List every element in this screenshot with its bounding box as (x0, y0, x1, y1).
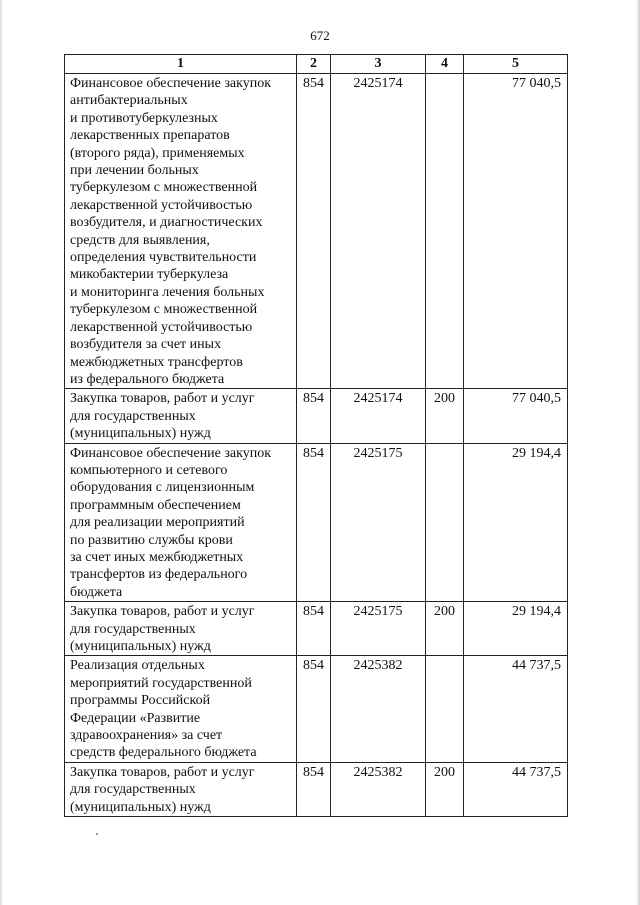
table-row (65, 74, 568, 389)
cell-ministry-code: 854 (297, 74, 331, 389)
cell-amount: 44 737,5 (464, 656, 568, 762)
cell-target-code: 2425174 (331, 389, 426, 443)
cell-target-code: 2425382 (331, 762, 426, 816)
cell-amount: 77 040,5 (464, 74, 568, 389)
cell-target-code: 2425175 (331, 443, 426, 602)
cell-ministry-code: 854 (297, 389, 331, 443)
scan-edge-left (0, 0, 3, 905)
cell-ministry-code: 854 (297, 656, 331, 762)
table-body (65, 74, 568, 817)
cell-expense-type: 200 (426, 762, 464, 816)
cell-expense-type (426, 656, 464, 762)
table-row (65, 602, 568, 656)
column-header-2: 2 (297, 55, 331, 74)
cell-amount: 29 194,4 (464, 602, 568, 656)
table-row (65, 762, 568, 816)
cell-name: Закупка товаров, работ и услуг для государственных (муниципальных) нужд (65, 389, 297, 443)
cell-target-code: 2425175 (331, 602, 426, 656)
column-header-3: 3 (331, 55, 426, 74)
scan-edge-right (636, 0, 640, 905)
cell-expense-type (426, 74, 464, 389)
cell-expense-type: 200 (426, 389, 464, 443)
cell-name: Финансовое обеспечение закупок компьютерного и сетевого оборудования с лицензионным программным обеспечением для реализации мероприятий по развитию службы крови за счет иных межбюджетных трансфертов из федерального бюджета (65, 443, 297, 602)
column-header-1: 1 (65, 55, 297, 74)
table-row (65, 656, 568, 762)
table-row (65, 443, 568, 602)
cell-name: Финансовое обеспечение закупок антибактериальных и противотуберкулезных лекарственных препаратов (второго ряда), применяемых при лечении больных туберкулезом с множественной лекарственной устойчивостью возбудителя, и диагностических средств для выявления, определения чувствительности микобактерии туберкулеза и мониторинга лечения больных туберкулезом с множественной лекарственной устойчивостью возбудителя за счет иных межбюджетных трансфертов из федерального бюджета (65, 74, 297, 389)
cell-expense-type (426, 443, 464, 602)
cell-target-code: 2425174 (331, 74, 426, 389)
cell-name: Закупка товаров, работ и услуг для государственных (муниципальных) нужд (65, 602, 297, 656)
table-header-row (65, 55, 568, 74)
page-number: 672 (310, 28, 330, 43)
column-header-5: 5 (464, 55, 568, 74)
cell-target-code: 2425382 (331, 656, 426, 762)
cell-ministry-code: 854 (297, 443, 331, 602)
cell-ministry-code: 854 (297, 762, 331, 816)
cell-expense-type: 200 (426, 602, 464, 656)
cell-amount: 44 737,5 (464, 762, 568, 816)
budget-table (64, 54, 568, 817)
table-row (65, 389, 568, 443)
cell-name: Закупка товаров, работ и услуг для государственных (муниципальных) нужд (65, 762, 297, 816)
cell-amount: 77 040,5 (464, 389, 568, 443)
cell-ministry-code: 854 (297, 602, 331, 656)
scan-speck (96, 833, 98, 835)
cell-amount: 29 194,4 (464, 443, 568, 602)
column-header-4: 4 (426, 55, 464, 74)
cell-name: Реализация отдельных мероприятий государственной программы Российской Федерации «Развитие здравоохранения» за счет средств федерального бюджета (65, 656, 297, 762)
